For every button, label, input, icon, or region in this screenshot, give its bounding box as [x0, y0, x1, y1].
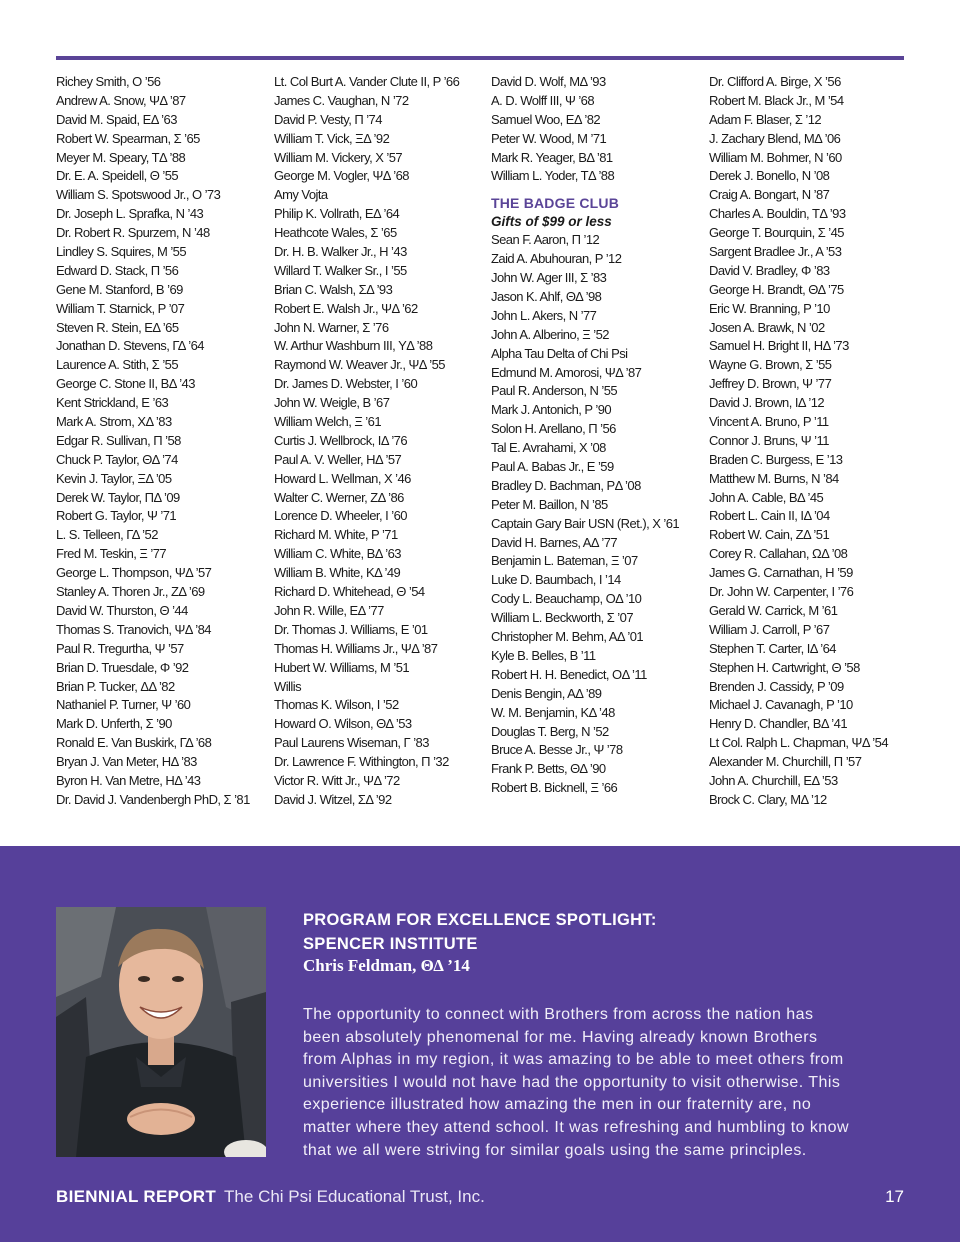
donor-name: Jason K. Ahlf, ΘΔ ’98	[491, 289, 602, 305]
donor-column-3	[491, 73, 701, 798]
donor-name: Robert L. Cain II, IΔ ’04	[709, 508, 830, 524]
donor-name: Dr. Lawrence F. Withington, Π ’32	[274, 754, 449, 770]
donor-name: Mark R. Yeager, BΔ ’81	[491, 149, 613, 165]
donor-name: John A. Alberino, Ξ ’52	[491, 326, 609, 342]
donor-name: Thomas S. Tranovich, ΨΔ ’84	[56, 621, 211, 637]
donor-name: James C. Vaughan, N ’72	[274, 92, 409, 108]
donor-column-1	[56, 73, 266, 810]
donor-name: Walter C. Werner, ZΔ ’86	[274, 489, 404, 505]
donor-name: Curtis J. Wellbrock, IΔ ’76	[274, 432, 408, 448]
quote-line: The opportunity to connect with Brothers from across the nation has	[303, 1006, 814, 1023]
donor-name: John W. Weigle, B ’67	[274, 395, 390, 411]
donor-name: Bruce A. Besse Jr., Ψ ’78	[491, 742, 623, 758]
donor-name: David V. Bradley, Φ ’83	[709, 262, 830, 278]
donor-name: David P. Vesty, Π ’74	[274, 111, 382, 127]
donor-name: Alexander M. Churchill, Π ’57	[709, 754, 862, 770]
donor-name: Edward D. Stack, Π ’56	[56, 262, 179, 278]
donor-name: Brenden J. Cassidy, P ’09	[709, 678, 844, 694]
donor-name: Dr. Clifford A. Birge, X ’56	[709, 74, 841, 89]
donor-name: Willard T. Walker Sr., I ’55	[274, 262, 407, 278]
donor-name: Craig A. Bongart, N ’87	[709, 187, 830, 203]
donor-name: Christopher M. Behm, AΔ ’01	[491, 629, 644, 645]
donor-name: Adam F. Blaser, Σ ’12	[709, 111, 822, 127]
donor-name: Lorence D. Wheeler, I ’60	[274, 508, 407, 524]
donor-name: George L. Thompson, ΨΔ ’57	[56, 565, 212, 581]
donor-name: William B. White, KΔ ’49	[274, 565, 401, 581]
donor-name: Paul R. Tregurtha, Ψ ’57	[56, 640, 184, 656]
donor-name: Solon H. Arellano, Π ’56	[491, 421, 616, 437]
donor-name: Edmund M. Amorosi, ΨΔ ’87	[491, 364, 642, 380]
donor-name: Sargent Bradlee Jr., A ’53	[709, 244, 842, 260]
donor-name: Hubert W. Williams, M ’51	[274, 659, 410, 675]
donor-name: Willis	[274, 678, 302, 694]
top-rule	[56, 56, 904, 60]
donor-name: Derek W. Taylor, ΠΔ ’09	[56, 489, 180, 505]
donor-name: Kyle B. Belles, B ’11	[491, 647, 596, 663]
donor-name: Paul A. Babas Jr., E ’59	[491, 459, 614, 475]
donor-name: John A. Churchill, EΔ ’53	[709, 772, 838, 788]
donor-name: James G. Carnathan, H ’59	[709, 565, 853, 581]
donor-name: Robert E. Walsh Jr., ΨΔ ’62	[274, 300, 418, 316]
donor-name: David J. Witzel, ΣΔ ’92	[274, 791, 392, 807]
donor-name: Richey Smith, O ’56	[56, 74, 161, 89]
donor-name: Richard M. White, P ’71	[274, 527, 398, 543]
donor-name: Heathcote Wales, Σ ’65	[274, 225, 397, 241]
donor-name: Michael J. Cavanagh, P ’10	[709, 697, 853, 713]
donor-name: David H. Barnes, AΔ ’77	[491, 534, 618, 550]
donor-name: Alpha Tau Delta of Chi Psi	[491, 345, 628, 361]
spotlight-panel	[0, 846, 960, 1242]
badge-club-subheading: Gifts of $99 or less	[491, 214, 612, 230]
donor-name: Jeffrey D. Brown, Ψ ’77	[709, 376, 832, 392]
donor-name: Mark J. Antonich, P ’90	[491, 402, 612, 418]
donor-name: Henry D. Chandler, BΔ ’41	[709, 716, 848, 732]
donor-name: Brock C. Clary, MΔ ’12	[709, 791, 827, 807]
donor-name: George H. Brandt, ΘΔ ’75	[709, 281, 844, 297]
donor-name: William S. Spotswood Jr., O ’73	[56, 187, 221, 203]
donor-column-2	[274, 73, 484, 810]
donor-name: Victor R. Witt Jr., ΨΔ ’72	[274, 772, 400, 788]
donor-name: Thomas K. Wilson, I ’52	[274, 697, 399, 713]
donor-name: Stephen H. Cartwright, Θ ’58	[709, 659, 860, 675]
donor-name: David J. Brown, IΔ ’12	[709, 395, 825, 411]
spotlight-name: Chris Feldman, ΘΔ ’14	[303, 956, 470, 975]
donor-name: William L. Beckworth, Σ ’07	[491, 610, 634, 626]
donor-name: Wayne G. Brown, Σ ’55	[709, 357, 832, 373]
donor-name: John N. Warner, Σ ’76	[274, 319, 389, 335]
donor-name: William T. Starnick, P ’07	[56, 300, 185, 316]
donor-name: J. Zachary Blend, MΔ ’06	[709, 130, 841, 146]
donor-name: Corey R. Callahan, ΩΔ ’08	[709, 546, 848, 562]
donor-name: Raymond W. Weaver Jr., ΨΔ ’55	[274, 357, 445, 373]
donor-name: Byron H. Van Metre, HΔ ’43	[56, 772, 201, 788]
donor-name: Dr. James D. Webster, I ’60	[274, 376, 418, 392]
donor-name: Sean F. Aaron, Π ’12	[491, 232, 600, 248]
quote-line: been absolutely phenomenal for me. Having already known Brothers	[303, 1028, 818, 1046]
donor-name: Gene M. Stanford, B ’69	[56, 281, 183, 297]
donor-name: Vincent A. Bruno, P ’11	[709, 414, 829, 430]
donor-name: William J. Carroll, P ’67	[709, 621, 830, 637]
donor-name: Cody L. Beauchamp, OΔ ’10	[491, 591, 642, 607]
donor-name: Dr. Robert R. Spurzem, N ’48	[56, 225, 210, 241]
donor-name: Thomas H. Williams Jr., ΨΔ ’87	[274, 640, 438, 656]
donor-name: Derek J. Bonello, N ’08	[709, 168, 830, 184]
donor-name: Benjamin L. Bateman, Ξ ’07	[491, 553, 638, 569]
donor-name: Denis Bengin, AΔ ’89	[491, 685, 602, 701]
donor-name: Robert G. Taylor, Ψ ’71	[56, 508, 177, 524]
donor-name: George T. Bourquin, Σ ’45	[709, 225, 844, 241]
donor-name: Robert M. Black Jr., M ’54	[709, 92, 844, 108]
donor-name: Zaid A. Abuhouran, P ’12	[491, 251, 622, 267]
footer-org: The Chi Psi Educational Trust, Inc.	[224, 1187, 485, 1206]
donor-name: Robert B. Bicknell, Ξ ’66	[491, 780, 618, 796]
donor-name: Stephen T. Carter, IΔ ’64	[709, 640, 836, 656]
donor-name: William Welch, Ξ ’61	[274, 414, 382, 430]
donor-name: Fred M. Teskin, Ξ ’77	[56, 546, 167, 562]
page-number: 17	[885, 1187, 904, 1206]
donor-name: George C. Stone II, BΔ ’43	[56, 376, 195, 392]
quote-line: that we all were striving for similar goals using the same principles.	[303, 1141, 807, 1159]
donor-name: Bradley D. Bachman, PΔ ’08	[491, 477, 641, 493]
quote-line: experience illustrated how amazing the men in our fraternity are, no	[303, 1096, 812, 1114]
donor-name: Robert H. H. Benedict, OΔ ’11	[491, 666, 647, 682]
spotlight-quote	[303, 1004, 913, 1162]
donor-name: Nathaniel P. Turner, Ψ ’60	[56, 697, 191, 713]
donor-name: Dr. John W. Carpenter, I ’76	[709, 584, 854, 600]
donor-name: Luke D. Baumbach, I ’14	[491, 572, 621, 588]
donor-name: Philip K. Vollrath, EΔ ’64	[274, 206, 400, 222]
donor-name: Jonathan D. Stevens, ΓΔ ’64	[56, 338, 204, 354]
donor-name: Josen A. Brawk, N ’02	[709, 319, 825, 335]
spotlight-title-line1: PROGRAM FOR EXCELLENCE SPOTLIGHT:	[303, 911, 657, 929]
donor-name: George M. Vogler, ΨΔ ’68	[274, 168, 409, 184]
donor-name: Eric W. Branning, P ’10	[709, 300, 830, 316]
donor-name: Frank P. Betts, ΘΔ ’90	[491, 761, 606, 777]
donor-name: William T. Vick, ΞΔ ’92	[274, 130, 390, 146]
donor-name: Kevin J. Taylor, ΞΔ ’05	[56, 470, 172, 486]
donor-name: Connor J. Bruns, Ψ ’11	[709, 432, 829, 448]
donor-name: David M. Spaid, EΔ ’63	[56, 111, 177, 127]
donor-name: Lindley S. Squires, M ’55	[56, 244, 187, 260]
donor-name: Captain Gary Bair USN (Ret.), X ’61	[491, 515, 680, 531]
donor-name: Samuel H. Bright II, HΔ ’73	[709, 338, 849, 354]
donor-name: Brian P. Tucker, ΔΔ ’82	[56, 678, 175, 694]
donor-name: Steven R. Stein, EΔ ’65	[56, 319, 179, 335]
donor-name: William C. White, BΔ ’63	[274, 546, 401, 562]
donor-name: Douglas T. Berg, N ’52	[491, 723, 609, 739]
donor-name: Howard O. Wilson, ΘΔ ’53	[274, 716, 412, 732]
donor-name: W. M. Benjamin, KΔ ’48	[491, 704, 615, 720]
donor-name: John L. Akers, N ’77	[491, 307, 597, 323]
donor-name: Braden C. Burgess, E ’13	[709, 451, 843, 467]
donor-name: Dr. Joseph L. Sprafka, N ’43	[56, 206, 204, 222]
donor-name: Laurence A. Stith, Σ ’55	[56, 357, 179, 373]
donor-name: William M. Bohmer, N ’60	[709, 149, 842, 165]
donor-name: L. S. Telleen, ΓΔ ’52	[56, 527, 158, 543]
donor-name: Matthew M. Burns, N ’84	[709, 470, 839, 486]
donor-name: Peter W. Wood, M ’71	[491, 130, 607, 146]
donor-name: Kent Strickland, E ’63	[56, 395, 169, 411]
page-footer	[56, 1186, 904, 1208]
spotlight-title-line2: SPENCER INSTITUTE	[303, 935, 478, 953]
quote-line: matter where they attend school. It was refreshing and humbling to know	[303, 1118, 850, 1136]
donor-name: Stanley A. Thoren Jr., ZΔ ’69	[56, 584, 205, 600]
donor-name: Tal E. Avrahami, X ’08	[491, 440, 606, 456]
donor-name: Mark A. Strom, XΔ ’83	[56, 414, 172, 430]
donor-name: Dr. H. B. Walker Jr., H ’43	[274, 244, 407, 260]
donor-name: Robert W. Cain, ZΔ ’51	[709, 527, 830, 543]
footer-brand: BIENNIAL REPORT	[56, 1187, 217, 1206]
donor-name: Peter M. Baillon, N ’85	[491, 496, 608, 512]
donor-name: William M. Vickery, X ’57	[274, 149, 403, 165]
donor-name: John R. Wille, EΔ ’77	[274, 602, 384, 618]
badge-club-heading: THE BADGE CLUB	[491, 195, 620, 212]
donor-name: Lt. Col Burt A. Vander Clute II, P ’66	[274, 74, 460, 89]
donor-name: Amy Vojta	[274, 187, 328, 203]
donor-name: Dr. David J. Vandenbergh PhD, Σ ’81	[56, 791, 250, 807]
spotlight-title	[303, 908, 657, 956]
donor-name: Howard L. Wellman, X ’46	[274, 470, 411, 486]
donor-name: Robert W. Spearman, Σ ’65	[56, 130, 200, 146]
donor-name: David D. Wolf, MΔ ’93	[491, 74, 606, 89]
donor-name: Andrew A. Snow, ΨΔ ’87	[56, 92, 186, 108]
quote-line: universities I would not have had the opportunity to visit otherwise. This	[303, 1073, 841, 1091]
donor-name: Mark D. Unferth, Σ ’90	[56, 716, 172, 732]
donor-name: Lt Col. Ralph L. Chapman, ΨΔ ’54	[709, 735, 888, 751]
donor-name: Dr. E. A. Speidell, Θ ’55	[56, 168, 179, 184]
donor-name: Paul A. V. Weller, HΔ ’57	[274, 451, 402, 467]
donor-name: Richard D. Whitehead, Θ ’54	[274, 584, 425, 600]
donor-name: Brian D. Truesdale, Φ ’92	[56, 659, 189, 675]
donor-name: Charles A. Bouldin, TΔ ’93	[709, 206, 846, 222]
donor-name: Edgar R. Sullivan, Π ’58	[56, 432, 181, 448]
donor-name: A. D. Wolff III, Ψ ’68	[491, 92, 595, 108]
donor-name: Bryan J. Van Meter, HΔ ’83	[56, 754, 197, 770]
donor-name: Ronald E. Van Buskirk, ΓΔ ’68	[56, 735, 212, 751]
donor-name: Chuck P. Taylor, ΘΔ ’74	[56, 451, 178, 467]
donor-name: John A. Cable, BΔ ’45	[709, 489, 824, 505]
donor-column-4	[709, 73, 919, 810]
donor-name: John W. Ager III, Σ ’83	[491, 270, 607, 286]
badge-club-names	[491, 231, 701, 798]
column-3-names	[491, 73, 701, 186]
donor-name: William L. Yoder, TΔ ’88	[491, 168, 615, 184]
donor-name: Samuel Woo, EΔ ’82	[491, 111, 601, 127]
donor-name: David W. Thurston, Θ ’44	[56, 602, 188, 618]
donor-name: Dr. Thomas J. Williams, E ’01	[274, 621, 428, 637]
donor-name: Meyer M. Speary, TΔ ’88	[56, 149, 186, 165]
donor-name: Gerald W. Carrick, M ’61	[709, 602, 838, 618]
quote-line: from Alphas in my region, it was amazing to be able to meet others from	[303, 1051, 844, 1069]
student-photo	[56, 907, 266, 1157]
donor-name: Paul R. Anderson, N ’55	[491, 383, 618, 399]
donor-name: Paul Laurens Wiseman, Γ ’83	[274, 735, 429, 751]
donor-name: W. Arthur Washburn III, YΔ ’88	[274, 338, 433, 354]
donor-name: Brian C. Walsh, ΣΔ ’93	[274, 281, 393, 297]
